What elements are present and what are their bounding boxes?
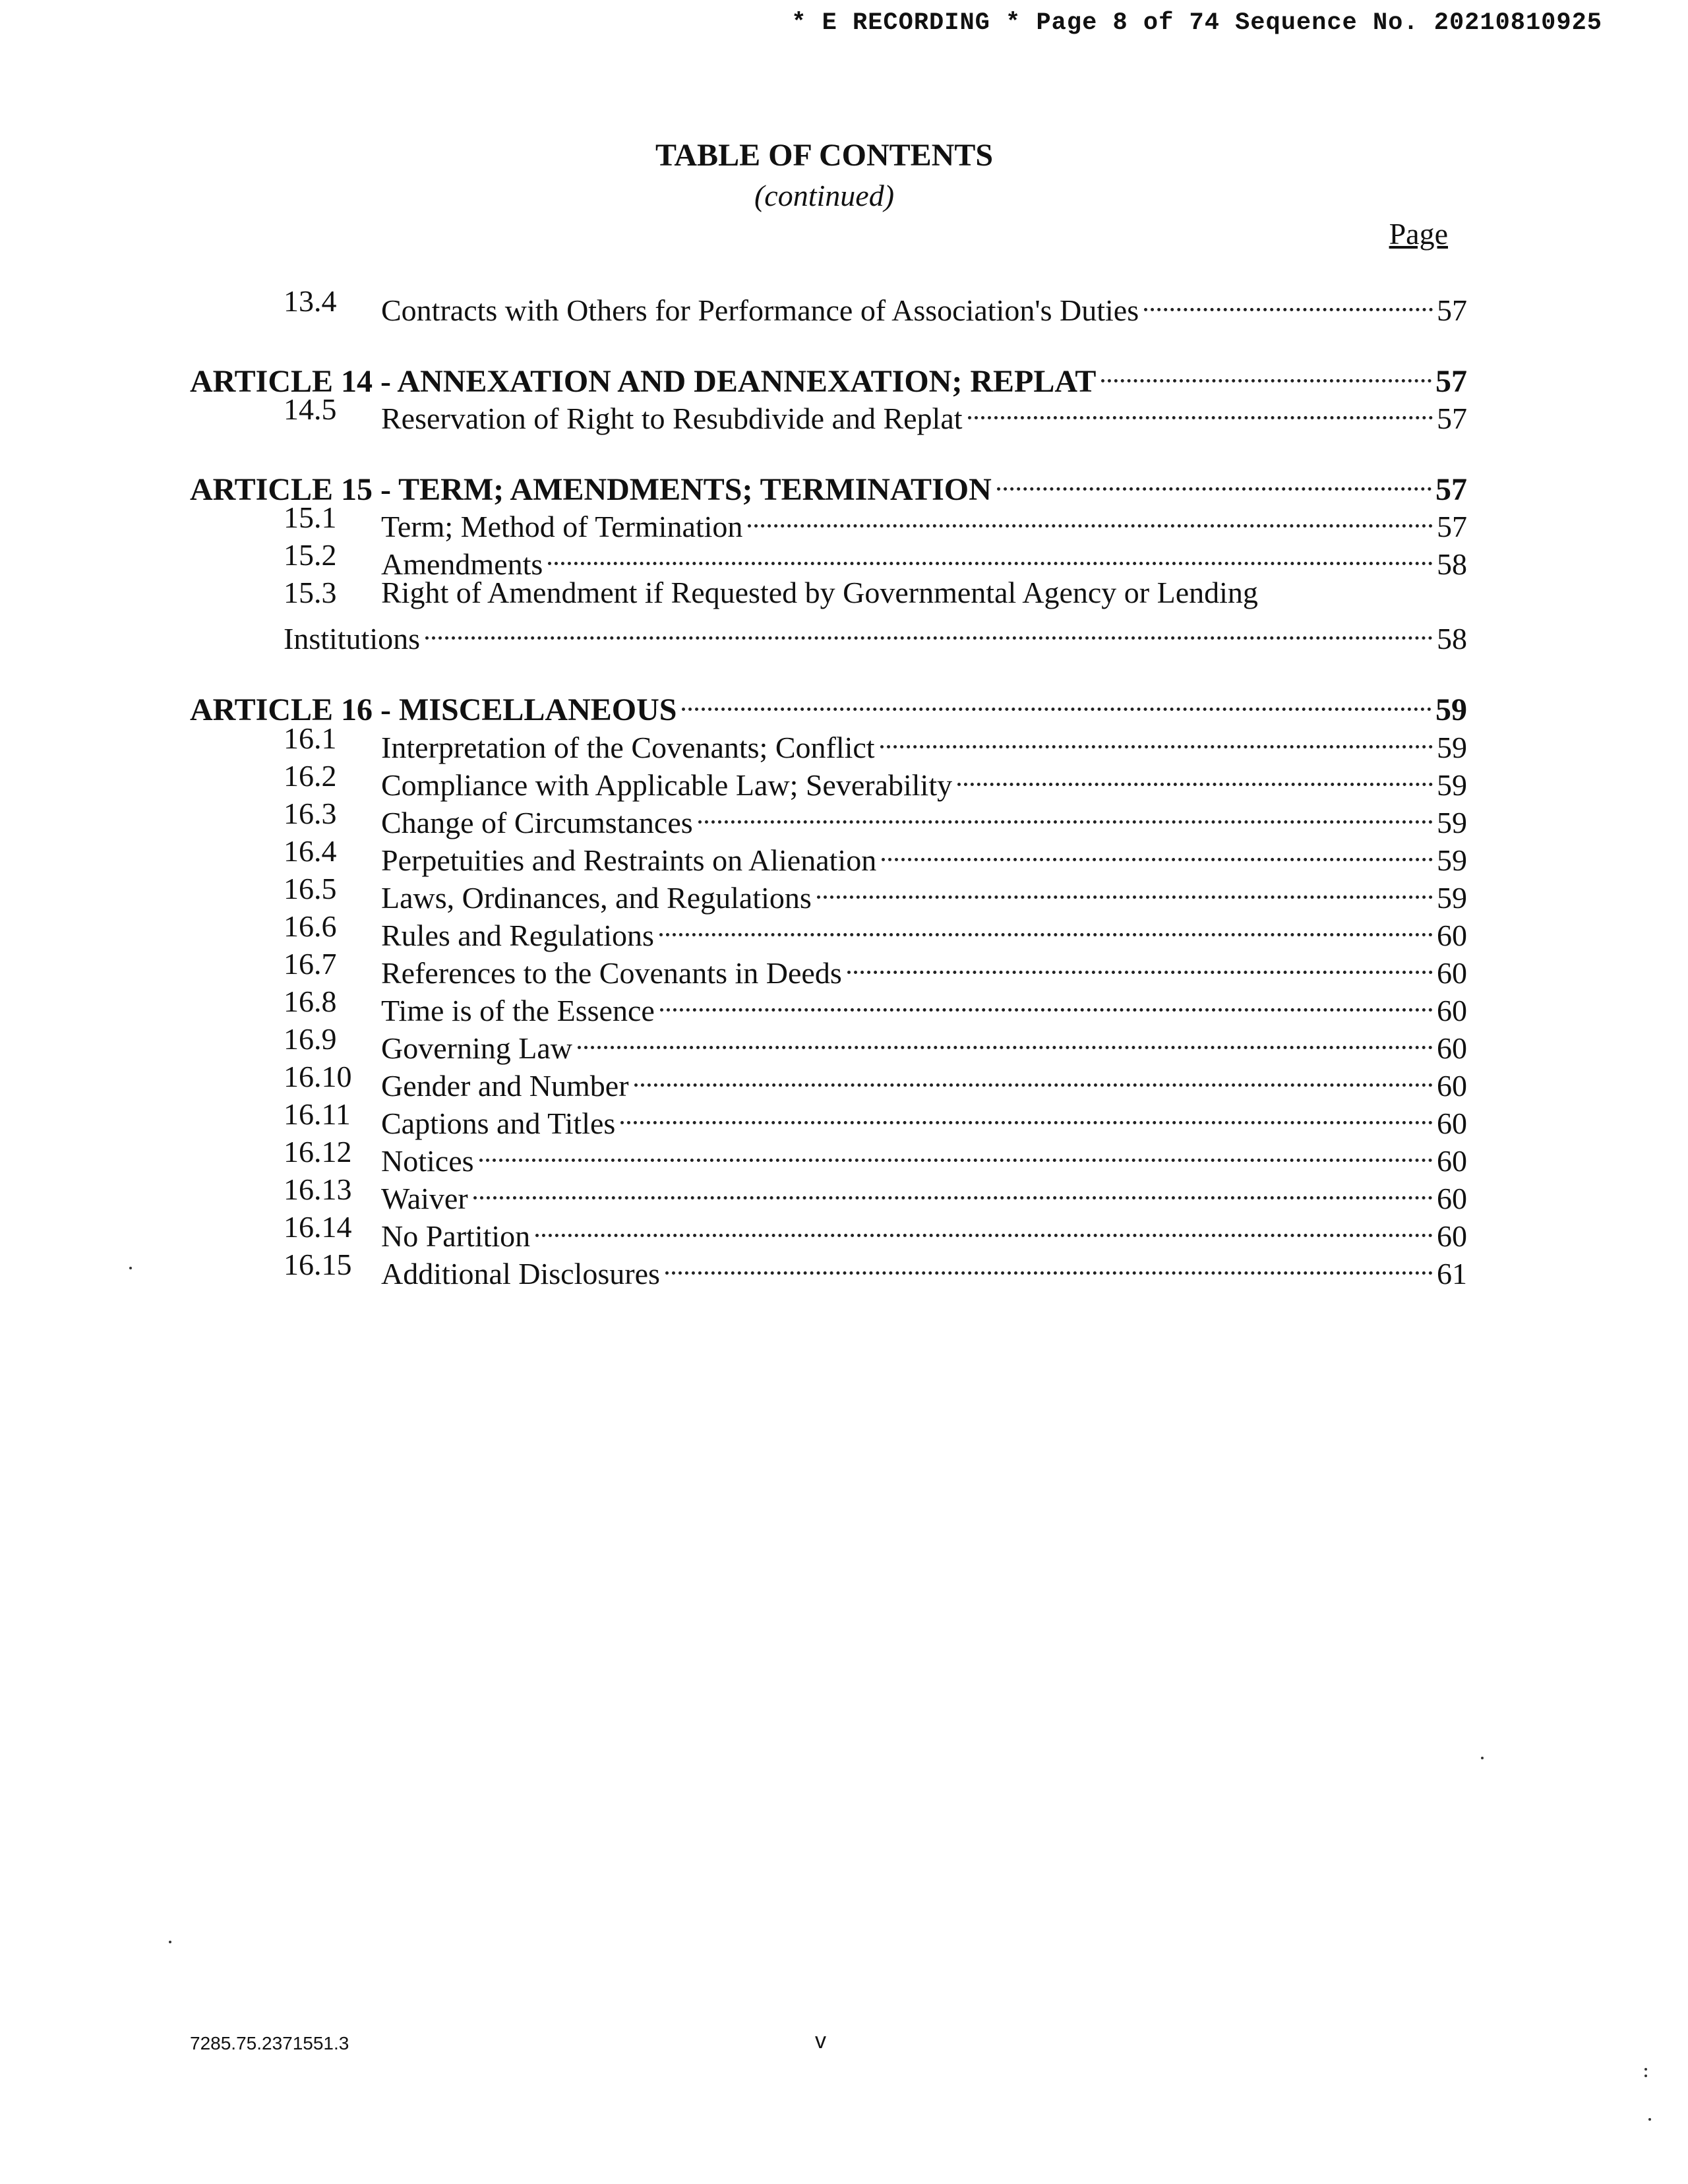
section-number: 16.4 [284, 834, 337, 868]
section-title: Reservation of Right to Resubdivide and Replat [381, 402, 963, 435]
page-number: 57 [1437, 293, 1467, 327]
page-number: 59 [1437, 881, 1467, 915]
toc-entry[interactable] [0, 282, 1688, 327]
article-title: ARTICLE 15 - TERM; AMENDMENTS; TERMINATION [190, 472, 992, 507]
leader-dots [1144, 282, 1433, 320]
leader-dots [634, 1058, 1433, 1096]
toc-entry[interactable] [0, 945, 1688, 990]
toc-entry[interactable] [0, 870, 1688, 915]
leader-dots [698, 795, 1433, 833]
page-number: 57 [1437, 510, 1467, 543]
scan-speck [1648, 2118, 1651, 2121]
page-number: 59 [1435, 692, 1467, 727]
page-number: 60 [1437, 1219, 1467, 1253]
toc-entry[interactable] [0, 390, 1688, 435]
document-code: 7285.75.2371551.3 [190, 2033, 349, 2053]
section-title: Additional Disclosures [381, 1257, 660, 1290]
leader-dots [479, 1133, 1433, 1171]
page-number: 58 [1437, 622, 1467, 655]
section-title: References to the Covenants in Deeds [381, 956, 842, 990]
page-number: 58 [1437, 547, 1467, 581]
leader-dots [880, 719, 1433, 758]
section-number: 16.2 [284, 759, 337, 793]
scan-speck [1481, 1757, 1484, 1759]
section-title: Term; Method of Termination [381, 510, 743, 543]
page-number: 60 [1437, 1069, 1467, 1103]
toc-entry[interactable] [0, 719, 1688, 764]
section-title: Governing Law [381, 1031, 572, 1065]
section-number: 15.2 [284, 538, 337, 572]
leader-dots [1101, 353, 1432, 392]
section-number: 16.11 [284, 1097, 351, 1131]
page-number: 60 [1437, 994, 1467, 1027]
page-number: 60 [1437, 1031, 1467, 1065]
toc-entry[interactable] [0, 1095, 1688, 1140]
toc-entry[interactable] [0, 795, 1688, 839]
page-number: 59 [1437, 843, 1467, 877]
toc-entry[interactable] [0, 499, 1688, 543]
section-title: Amendments [381, 547, 543, 581]
leader-dots [817, 870, 1433, 908]
toc-entry[interactable] [0, 1246, 1688, 1290]
section-title: Time is of the Essence [381, 994, 655, 1027]
section-title: Gender and Number [381, 1069, 629, 1103]
page-number: 60 [1437, 919, 1467, 952]
toc-entry[interactable] [0, 574, 1688, 612]
toc-entry[interactable] [0, 832, 1688, 877]
section-number: 14.5 [284, 392, 337, 426]
toc-entry[interactable] [0, 536, 1688, 581]
toc-entry[interactable] [0, 1133, 1688, 1178]
leader-dots [659, 907, 1433, 946]
section-number: 16.8 [284, 985, 337, 1018]
leader-dots [473, 1170, 1433, 1209]
article-title: ARTICLE 16 - MISCELLANEOUS [190, 692, 677, 727]
leader-dots [548, 536, 1433, 574]
page-number: 59 [1437, 731, 1467, 764]
leader-dots [665, 1246, 1433, 1284]
toc-entry[interactable] [0, 1020, 1688, 1065]
toc-article-heading[interactable] [0, 462, 1688, 507]
page-title: TABLE OF CONTENTS [655, 138, 994, 173]
section-number: 16.5 [284, 872, 337, 905]
leader-dots [578, 1020, 1433, 1058]
page-number: 60 [1437, 1107, 1467, 1140]
section-title: Right of Amendment if Requested by Governmental Agency or Lending [381, 576, 1258, 609]
section-number: 16.6 [284, 909, 337, 943]
leader-dots [535, 1208, 1433, 1246]
article-title: ARTICLE 14 - ANNEXATION AND DEANNEXATION; REPLAT [190, 364, 1097, 399]
section-title: No Partition [381, 1219, 531, 1253]
leader-dots [660, 983, 1433, 1021]
section-number: 16.9 [284, 1022, 337, 1056]
page-number: 60 [1437, 1144, 1467, 1178]
section-title: Perpetuities and Restraints on Alienation [381, 843, 877, 877]
toc-entry[interactable] [0, 1170, 1688, 1215]
leader-dots [682, 682, 1432, 720]
section-number: 16.14 [284, 1210, 352, 1244]
section-number: 13.4 [284, 284, 337, 318]
toc-entry[interactable] [0, 983, 1688, 1027]
leader-dots [620, 1095, 1433, 1134]
leader-dots [748, 499, 1433, 537]
section-number: 16.1 [284, 721, 337, 755]
leader-dots [957, 757, 1433, 795]
section-number: 16.7 [284, 947, 337, 981]
section-number: 16.3 [284, 797, 337, 830]
section-title: Waiver [381, 1182, 468, 1215]
page-number: 60 [1437, 956, 1467, 990]
page-column-label: Page [1389, 217, 1448, 251]
toc-entry[interactable] [0, 1208, 1688, 1253]
section-title: Captions and Titles [381, 1107, 616, 1140]
toc-article-heading[interactable] [0, 682, 1688, 727]
page-number: 61 [1437, 1257, 1467, 1290]
scan-speck [1644, 2068, 1647, 2071]
page-number: 59 [1437, 806, 1467, 839]
scan-speck [129, 1267, 132, 1269]
toc-entry-continuation[interactable] [0, 611, 1688, 655]
page-number-roman: v [815, 2028, 826, 2053]
section-title-continuation: Institutions [284, 622, 421, 655]
leader-dots [847, 945, 1433, 983]
section-number: 16.15 [284, 1248, 352, 1281]
scan-speck [1644, 2075, 1647, 2077]
section-number: 16.10 [284, 1060, 352, 1093]
section-number: 16.13 [284, 1172, 352, 1206]
section-number: 15.3 [284, 576, 337, 609]
section-title: Interpretation of the Covenants; Conflict [381, 731, 875, 764]
page-number: 59 [1437, 768, 1467, 802]
section-title: Change of Circumstances [381, 806, 693, 839]
section-title: Laws, Ordinances, and Regulations [381, 881, 812, 915]
toc-entry[interactable] [0, 907, 1688, 952]
leader-dots [425, 611, 1433, 649]
leader-dots [882, 832, 1433, 870]
section-number: 16.12 [284, 1135, 352, 1168]
scan-speck [169, 1941, 171, 1943]
section-title: Rules and Regulations [381, 919, 654, 952]
toc-entry[interactable] [0, 1058, 1688, 1103]
page-number: 57 [1435, 472, 1467, 507]
page-number: 57 [1437, 402, 1467, 435]
toc-article-heading[interactable] [0, 353, 1688, 399]
section-title: Contracts with Others for Performance of Association's Duties [381, 293, 1139, 327]
toc-entry[interactable] [0, 757, 1688, 802]
recording-header-stamp: * E RECORDING * Page 8 of 74 Sequence No. 20210810925 [791, 9, 1602, 37]
leader-dots [968, 390, 1433, 429]
section-title: Compliance with Applicable Law; Severability [381, 768, 953, 802]
section-title: Notices [381, 1144, 474, 1178]
section-number: 15.1 [284, 501, 337, 534]
page-number: 60 [1437, 1182, 1467, 1215]
page-number: 57 [1435, 364, 1467, 399]
page-subtitle: (continued) [754, 179, 895, 212]
leader-dots [997, 462, 1432, 500]
